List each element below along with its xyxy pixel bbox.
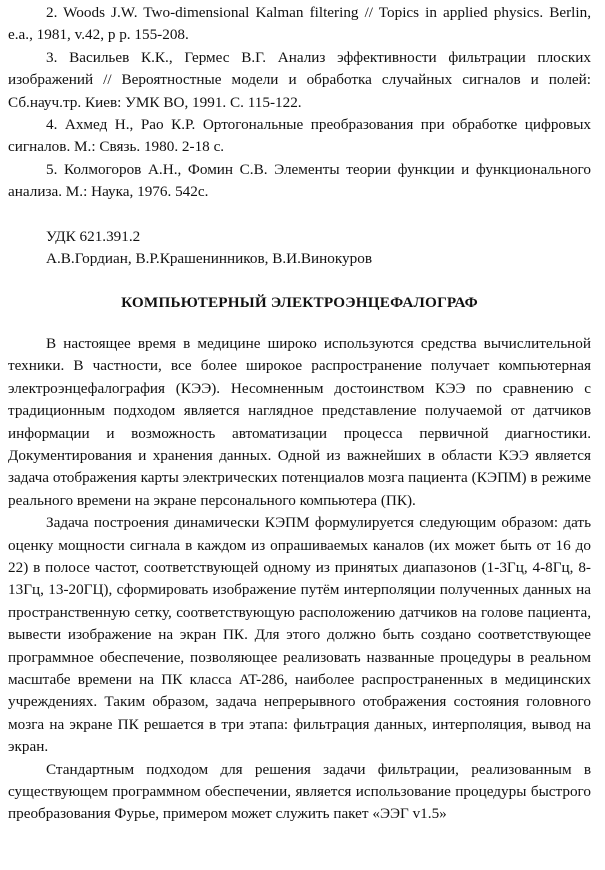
reference-list [8,2,591,204]
article-body [8,333,591,826]
document-page [8,2,591,826]
body-paragraph-1: В настоящее время в медицине широко используются средства вычислительной техники. В частности, все более широкое распространение получает компьютерная электроэнцефалография (КЭЭ). Несомненным достоинством КЭЭ по сравнению с традиционным подходом является наглядное представление получаемой от датчиков информации и возможность автоматизации процесса первичной диагностики. Документирования и хранения данных. Одной из важнейших в области КЭЭ является задача отображения карты электрических потенциалов мозга пациента (КЭПМ) в режиме реального времени на экране персонального компьютера (ПК). [8,334,591,509]
body-paragraph-2: Задача построения динамически КЭПМ формулируется следующим образом: дать оценку мощности сигнала в каждом из опрашиваемых каналов (их может быть от 16 до 22) в полосе частот, соответствующей одному из принятых диапазонов (1-3Гц, 4-8Гц, 8-13Гц, 13-20ГЦ), сформировать изображение путём интерполяции полученных данных на пространственную сетку, соответствующую расположению датчиков на голове пациента, вывести изображение на экран ПК. Для этого должно быть создано соответствующее программное обеспечение, позволяющее реализовать названные процедуры в реальном масштабе времени на ПК класса AT-286, наиболее распространенных в медицинских учреждениях. Таким образом, задача непрерывного отображения состояния головного мозга на экране ПК решается в три этапа: фильтрация данных, интерполяция, вывод на экран. [8,514,591,756]
reference-item-2: 2. Woods J.W. Two-dimensional Kalman filtering // Topics in applied physics. Berlin, e.a., 1981, v.42, p p. 155-208. [8,4,591,44]
spacer [8,204,591,226]
reference-item-5: 5. Колмогоров А.Н., Фомин С.В. Элементы теории функции и функционального анализа. М.: Наука, 1976. 542с. [8,160,591,201]
reference-item-4: 4. Ахмед Н., Рао К.Р. Ортогональные преобразования при обработке цифровых сигналов. М.: Связь. 1980. 2-18 с. [8,116,591,156]
spacer [8,315,591,333]
body-paragraph-3: Стандартным подходом для решения задачи фильтрации, реализованным в существующем программном обеспечении, является использование процедуры быстрого преобразования Фурье, примером может служить пакет «ЭЭГ v1.5» [8,760,591,823]
article-title: КОМПЬЮТЕРНЫЙ ЭЛЕКТРОЭНЦЕФАЛОГРАФ [121,294,478,312]
authors-line: А.В.Гордиан, В.Р.Крашенинников, В.И.Винокуров [46,250,373,268]
spacer [8,270,591,292]
udk-code: УДК 621.391.2 [46,227,141,245]
reference-item-3: 3. Васильев К.К., Гермес В.Г. Анализ эффективности фильтрации плоских изображений // Вероятностные модели и обработка случайных сигналов и полей: Сб.науч.тр. Киев: УМК ВО, 1991. С. 115-122. [8,48,591,111]
